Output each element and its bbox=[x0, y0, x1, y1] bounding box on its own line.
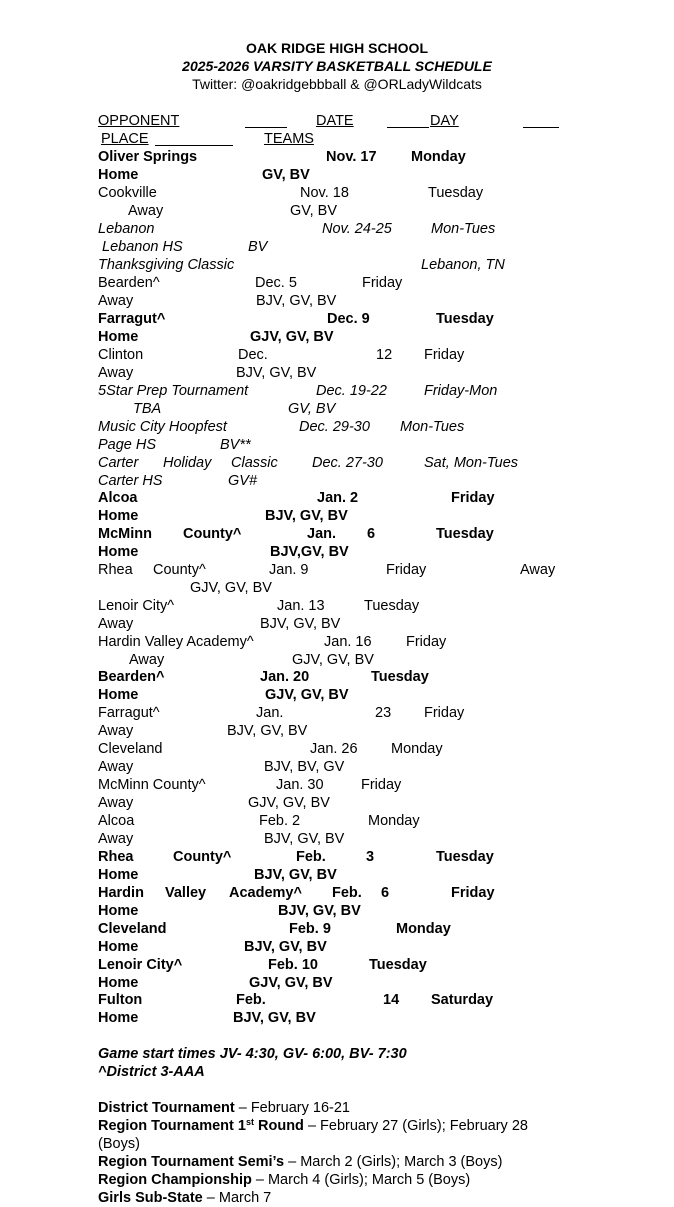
game-opponent: Bearden^ bbox=[98, 669, 165, 685]
game-date: Feb. bbox=[296, 849, 326, 865]
game-place: Away bbox=[98, 831, 134, 847]
game-place: Away bbox=[98, 723, 134, 739]
game-day: Friday bbox=[362, 275, 403, 291]
game-teams: BJV, GV, BV bbox=[265, 508, 348, 524]
game-place: Away bbox=[98, 759, 134, 775]
game-day: Friday-Mon bbox=[424, 383, 498, 399]
game-teams: GJV, GV, BV bbox=[249, 975, 333, 991]
game-opponent-part: Academy^ bbox=[229, 885, 302, 901]
game-day: Friday bbox=[361, 777, 402, 793]
game-date: Jan. 26 bbox=[310, 741, 358, 757]
game-teams: BJV,GV, BV bbox=[270, 544, 349, 560]
game-day: Friday bbox=[386, 562, 427, 578]
game-teams: BJV, GV, BV bbox=[260, 616, 341, 632]
game-teams: BJV, GV, BV bbox=[227, 723, 308, 739]
game-day: Friday bbox=[451, 490, 495, 506]
game-day: Monday bbox=[396, 921, 451, 937]
game-teams: BV** bbox=[220, 437, 251, 453]
district-tournament-label: District Tournament bbox=[98, 1100, 235, 1116]
game-place: Away bbox=[129, 652, 165, 668]
game-opponent: Cookville bbox=[98, 185, 157, 201]
game-date: Jan. 30 bbox=[276, 777, 324, 793]
region-semis-label: Region Tournament Semi’s bbox=[98, 1154, 285, 1170]
game-date: Dec. 9 bbox=[327, 311, 370, 327]
game-date: Jan. 2 bbox=[317, 490, 359, 506]
game-teams: GV, BV bbox=[288, 401, 336, 417]
girls-sub-state bbox=[98, 1189, 271, 1207]
game-place: Home bbox=[98, 329, 139, 345]
game-place: Home bbox=[98, 903, 139, 919]
column-header-place: PLACE bbox=[101, 131, 149, 147]
game-opponent: Lenoir City^ bbox=[98, 957, 183, 973]
game-date: Dec. 19-22 bbox=[316, 383, 387, 399]
region-first-round-dates-cont: (Boys) bbox=[98, 1136, 140, 1152]
game-opponent: McMinn bbox=[98, 526, 152, 542]
game-date: Jan. 20 bbox=[260, 669, 310, 685]
twitter-handles: Twitter: @oakridgebbball & @ORLadyWildcats bbox=[192, 76, 482, 92]
game-date-number: 12 bbox=[376, 347, 393, 363]
game-place: Home bbox=[98, 167, 139, 183]
game-day: Mon-Tues bbox=[431, 221, 496, 237]
game-date: Feb. 9 bbox=[289, 921, 331, 937]
game-day: Tuesday bbox=[369, 957, 427, 973]
district-tournament-dates: – February 16-21 bbox=[234, 1100, 350, 1116]
game-opponent: Oliver Springs bbox=[98, 149, 198, 165]
district-tournament bbox=[98, 1099, 350, 1117]
game-date: Feb. bbox=[332, 885, 362, 901]
underline-spacer bbox=[245, 127, 287, 128]
game-opponent: Fulton bbox=[98, 992, 143, 1008]
game-teams: BV bbox=[248, 239, 268, 255]
game-day: Tuesday bbox=[436, 849, 494, 865]
region-championship bbox=[98, 1171, 470, 1189]
game-day: Sat, Mon-Tues bbox=[424, 455, 519, 471]
girls-sub-state-label: Girls Sub-State bbox=[98, 1190, 203, 1206]
game-date: Dec. 27-30 bbox=[312, 455, 383, 471]
game-opponent: Thanksgiving Classic bbox=[98, 257, 235, 273]
girls-sub-state-dates: – March 7 bbox=[202, 1190, 272, 1206]
game-place: Home bbox=[98, 544, 139, 560]
game-opponent: Farragut^ bbox=[98, 705, 160, 721]
game-opponent: Bearden^ bbox=[98, 275, 160, 291]
district-note: ^District 3-AAA bbox=[98, 1064, 205, 1080]
game-teams: GJV, GV, BV bbox=[292, 652, 374, 668]
game-date: Feb. 2 bbox=[259, 813, 301, 829]
game-opponent: Farragut^ bbox=[98, 311, 166, 327]
game-opponent: Hardin bbox=[98, 885, 144, 901]
game-date: Jan. 16 bbox=[324, 634, 372, 650]
school-name: OAK RIDGE HIGH SCHOOL bbox=[245, 40, 428, 56]
game-teams: BJV, GV, BV bbox=[278, 903, 361, 919]
game-teams: BJV, GV, BV bbox=[233, 1010, 316, 1026]
region-first-round-label: Region Tournament 1 bbox=[98, 1118, 246, 1134]
game-date-number: 6 bbox=[381, 885, 390, 901]
game-opponent: Alcoa bbox=[98, 490, 138, 506]
game-place: Home bbox=[98, 508, 139, 524]
game-teams: GJV, GV, BV bbox=[248, 795, 330, 811]
game-opponent: 5Star Prep Tournament bbox=[98, 383, 249, 399]
game-teams: GV# bbox=[228, 473, 258, 489]
game-opponent: Cleveland bbox=[98, 921, 167, 937]
region-championship-dates: – March 4 (Girls); March 5 (Boys) bbox=[251, 1172, 471, 1188]
game-opponent: McMinn County^ bbox=[98, 777, 206, 793]
game-opponent-part: County^ bbox=[183, 526, 242, 542]
region-semis-dates: – March 2 (Girls); March 3 (Boys) bbox=[284, 1154, 503, 1170]
column-header-opponent: OPPONENT bbox=[98, 113, 180, 129]
game-place: Home bbox=[98, 975, 139, 991]
game-opponent-part: Holiday bbox=[163, 455, 212, 471]
game-place: Away bbox=[128, 203, 164, 219]
game-day: Monday bbox=[391, 741, 443, 757]
game-opponent: Music City Hoopfest bbox=[98, 419, 227, 435]
game-date: Jan. bbox=[307, 526, 337, 542]
game-place: Home bbox=[98, 1010, 139, 1026]
region-first-round-dates: – February 27 (Girls); February 28 bbox=[303, 1118, 528, 1134]
underline-spacer bbox=[523, 127, 559, 128]
game-teams: GV, BV bbox=[290, 203, 338, 219]
game-place: Home bbox=[98, 939, 139, 955]
game-day: Monday bbox=[411, 149, 466, 165]
game-date-number: 6 bbox=[367, 526, 376, 542]
game-place: Home bbox=[98, 687, 139, 703]
game-place: Lebanon HS bbox=[102, 239, 183, 255]
underline-spacer bbox=[387, 127, 429, 128]
start-times-note: Game start times JV- 4:30, GV- 6:00, BV- 7:30 bbox=[98, 1046, 407, 1062]
game-opponent: Clinton bbox=[98, 347, 144, 363]
game-place: Carter HS bbox=[98, 473, 163, 489]
game-teams: BJV, GV, BV bbox=[254, 867, 337, 883]
game-day: Friday bbox=[424, 347, 465, 363]
game-day: Friday bbox=[451, 885, 495, 901]
game-opponent: Cleveland bbox=[98, 741, 163, 757]
game-teams: GJV, GV, BV bbox=[190, 580, 272, 596]
game-date: Dec. bbox=[238, 347, 268, 363]
game-day: Saturday bbox=[431, 992, 494, 1008]
region-championship-label: Region Championship bbox=[98, 1172, 252, 1188]
game-teams: BJV, GV, BV bbox=[244, 939, 327, 955]
game-opponent-part: County^ bbox=[153, 562, 206, 578]
column-header-teams: TEAMS bbox=[264, 131, 314, 147]
game-teams: GV, BV bbox=[262, 167, 310, 183]
game-day: Tuesday bbox=[428, 185, 484, 201]
game-teams: BJV, BV, GV bbox=[264, 759, 345, 775]
game-place: Away bbox=[98, 795, 134, 811]
game-day: Tuesday bbox=[436, 526, 494, 542]
game-place: Away bbox=[98, 616, 134, 632]
game-day: Friday bbox=[406, 634, 447, 650]
game-date: Jan. 13 bbox=[277, 598, 325, 614]
game-teams: GJV, GV, BV bbox=[265, 687, 349, 703]
game-place: TBA bbox=[133, 401, 162, 417]
column-header-date: DATE bbox=[316, 113, 354, 129]
game-place: Home bbox=[98, 867, 139, 883]
game-date: Dec. 5 bbox=[255, 275, 297, 291]
game-day: Tuesday bbox=[364, 598, 420, 614]
schedule-title: 2025-2026 VARSITY BASKETBALL SCHEDULE bbox=[182, 58, 492, 74]
game-day: Tuesday bbox=[436, 311, 494, 327]
region-first-round bbox=[98, 1117, 528, 1135]
game-teams: GJV, GV, BV bbox=[250, 329, 334, 345]
game-date: Jan. bbox=[256, 705, 284, 721]
game-date: Feb. bbox=[236, 992, 266, 1008]
game-day: Monday bbox=[368, 813, 420, 829]
region-semis bbox=[98, 1153, 502, 1171]
game-place: Lebanon, TN bbox=[421, 257, 505, 273]
ordinal-suffix: st bbox=[245, 1117, 254, 1127]
game-opponent: Hardin Valley Academy^ bbox=[98, 634, 254, 650]
game-opponent-part: Valley bbox=[165, 885, 207, 901]
game-opponent-part: Classic bbox=[231, 455, 278, 471]
game-date: Feb. 10 bbox=[268, 957, 318, 973]
game-day: Tuesday bbox=[371, 669, 429, 685]
game-day: Mon-Tues bbox=[400, 419, 465, 435]
game-place: Page HS bbox=[98, 437, 157, 453]
game-opponent: Rhea bbox=[98, 849, 134, 865]
game-place: Away bbox=[98, 365, 134, 381]
game-date: Dec. 29-30 bbox=[299, 419, 370, 435]
game-opponent: Lenoir City^ bbox=[98, 598, 175, 614]
game-date: Nov. 24-25 bbox=[322, 221, 392, 237]
game-date: Nov. 17 bbox=[326, 149, 377, 165]
game-teams: BJV, GV, BV bbox=[256, 293, 337, 309]
game-opponent: Carter bbox=[98, 455, 139, 471]
game-date-number: 3 bbox=[366, 849, 375, 865]
game-opponent: Alcoa bbox=[98, 813, 135, 829]
game-day: Friday bbox=[424, 705, 465, 721]
game-opponent: Rhea bbox=[98, 562, 133, 578]
game-teams: BJV, GV, BV bbox=[264, 831, 345, 847]
game-opponent: Lebanon bbox=[98, 221, 155, 237]
game-opponent-part: County^ bbox=[173, 849, 232, 865]
game-place: Away bbox=[98, 293, 134, 309]
game-date-number: 14 bbox=[383, 992, 400, 1008]
game-date: Jan. 9 bbox=[269, 562, 309, 578]
game-date-number: 23 bbox=[375, 705, 392, 721]
region-first-round-label-end: Round bbox=[253, 1118, 304, 1134]
game-teams: BJV, GV, BV bbox=[236, 365, 317, 381]
game-date: Nov. 18 bbox=[300, 185, 349, 201]
column-header-day: DAY bbox=[430, 113, 459, 129]
underline-spacer bbox=[155, 145, 233, 146]
game-place: Away bbox=[520, 562, 556, 578]
